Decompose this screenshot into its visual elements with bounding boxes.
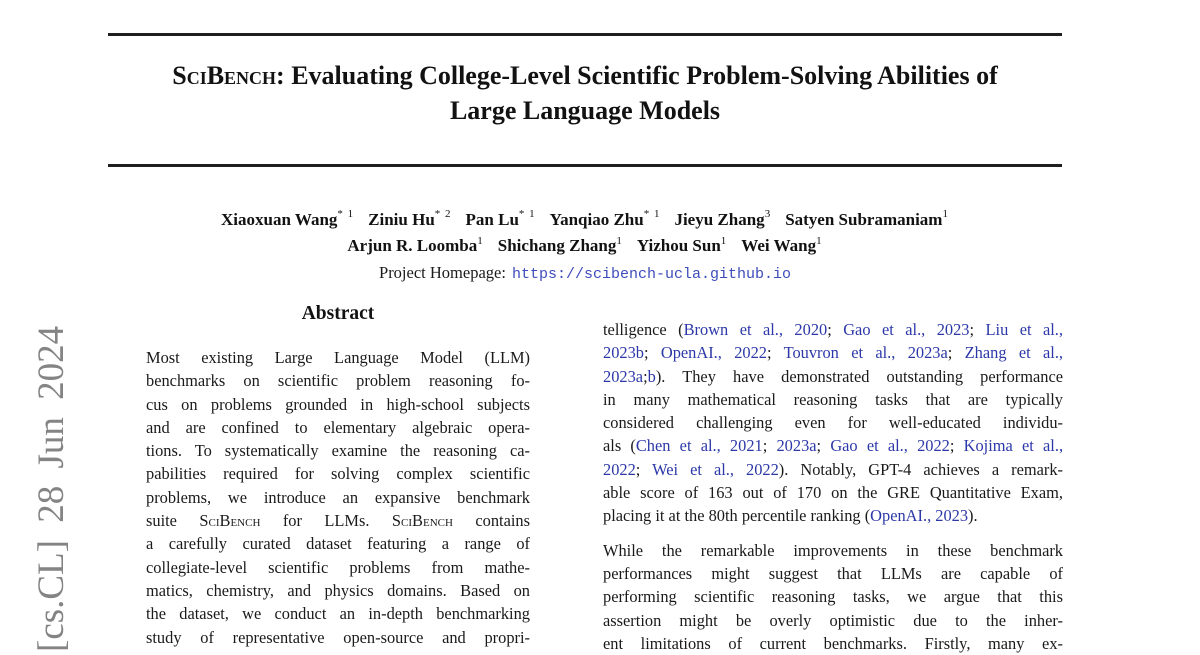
body-line bbox=[603, 458, 1063, 481]
text-run: ent limitations of current benchmarks. Firstly, many ex- bbox=[603, 633, 1063, 653]
body-line bbox=[603, 632, 1063, 655]
text-run: able score of 163 out of 170 on the GRE Quantitative Exam, bbox=[603, 483, 1063, 503]
text-run: ; bbox=[827, 320, 844, 339]
text-run: collegiate-level scientific problems from mathe- bbox=[146, 557, 530, 577]
text-run: and are confined to elementary algebraic opera- bbox=[146, 417, 530, 437]
author-name: Xiaoxuan Wang$^{* 1}$ bbox=[221, 208, 355, 229]
text-run: tions. To systematically examine the reasoning ca- bbox=[146, 441, 530, 461]
body-line bbox=[603, 504, 1063, 527]
text-run: : Evaluating College-Level Scientific Problem-Solving Abilities of bbox=[276, 61, 998, 90]
text-run: problems, we introduce an expansive benchmark bbox=[146, 487, 530, 507]
project-homepage-line bbox=[108, 263, 1062, 283]
title-rule-bottom bbox=[108, 164, 1062, 167]
intro-paragraph bbox=[603, 539, 1063, 655]
text-run: suite bbox=[146, 511, 200, 531]
text-run: While the remarkable improvements in these benchmark bbox=[603, 540, 1063, 560]
text-run: ; bbox=[643, 343, 661, 363]
author-block bbox=[108, 204, 1062, 257]
author-name: Wei Wang$^1$ bbox=[741, 234, 823, 256]
body-line bbox=[603, 434, 1063, 457]
author-affiliation-sup: * 1 bbox=[518, 208, 536, 220]
text-run: assertion might be overly optimistic due to the inher- bbox=[603, 610, 1063, 630]
citation-link[interactable]: OpenAI., 2023 bbox=[870, 506, 969, 526]
body-line bbox=[603, 585, 1063, 608]
citation-link[interactable]: Gao et al., 2023 bbox=[843, 320, 970, 339]
citation-link[interactable]: 2023b bbox=[603, 343, 644, 363]
title-rule-top bbox=[108, 33, 1062, 36]
abstract-line bbox=[146, 626, 530, 649]
arxiv-watermark: [cs.CL] 28 Jun 2024 bbox=[31, 325, 72, 652]
text-run: cus on problems grounded in high-school subjects bbox=[146, 394, 530, 414]
author-name: Satyen Subramaniam$^1$ bbox=[785, 208, 949, 229]
abstract-line bbox=[146, 532, 530, 555]
text-run: pabilities required for solving complex scientific bbox=[146, 464, 530, 484]
body-line bbox=[603, 562, 1063, 585]
text-run: ; bbox=[969, 320, 986, 339]
citation-link[interactable]: 2022 bbox=[603, 459, 636, 479]
citation-link[interactable]: OpenAI., 2022 bbox=[660, 343, 767, 363]
abstract-line bbox=[146, 439, 530, 462]
abstract-line bbox=[146, 346, 530, 369]
abstract-line bbox=[146, 462, 530, 485]
text-run: Most existing Large Language Model (LLM) bbox=[146, 348, 530, 367]
author-affiliation-sup: 3 bbox=[764, 208, 772, 220]
text-run: ; bbox=[643, 366, 648, 386]
author-name: Arjun R. Loomba$^1$ bbox=[347, 234, 484, 256]
citation-link[interactable]: Wei et al., 2022 bbox=[652, 459, 779, 479]
text-run: in many mathematical reasoning tasks that are typically bbox=[603, 389, 1063, 409]
author-row-1 bbox=[108, 204, 1062, 231]
citation-link[interactable]: Liu et al., bbox=[985, 320, 1064, 339]
author-affiliation-sup: 1 bbox=[616, 234, 623, 247]
author-name: Yanqiao Zhu$^{* 1}$ bbox=[549, 208, 661, 229]
smallcaps-text: SciBench bbox=[391, 511, 453, 531]
abstract-line bbox=[146, 393, 530, 416]
citation-link[interactable]: Kojima et al., bbox=[963, 436, 1064, 456]
abstract-body bbox=[146, 346, 530, 649]
abstract-line bbox=[146, 486, 530, 509]
smallcaps-text: SciBench bbox=[172, 61, 277, 90]
text-run: study of representative open-source and propri- bbox=[146, 627, 530, 647]
citation-link[interactable]: 2023a bbox=[603, 366, 644, 386]
text-run: ; bbox=[816, 436, 831, 456]
citation-link[interactable]: Brown et al., 2020 bbox=[683, 320, 828, 339]
text-run: Large Language Models bbox=[449, 96, 721, 125]
text-run: ; bbox=[949, 436, 964, 456]
abstract-line bbox=[146, 416, 530, 439]
body-line bbox=[603, 388, 1063, 411]
citation-link[interactable]: Zhang et al., bbox=[964, 343, 1064, 363]
text-run: ). They have demonstrated outstanding performance bbox=[655, 366, 1063, 386]
text-run: ; bbox=[766, 343, 784, 363]
author-affiliation-sup: 1 bbox=[477, 234, 484, 247]
intro-paragraph bbox=[603, 318, 1063, 528]
smallcaps-text: SciBench bbox=[199, 511, 261, 531]
abstract-heading: Abstract bbox=[301, 303, 375, 324]
author-affiliation-sup: 1 bbox=[816, 234, 823, 247]
text-run: performances might suggest that LLMs are capable of bbox=[603, 563, 1063, 583]
abstract-line bbox=[146, 369, 530, 392]
paper-title bbox=[108, 58, 1062, 128]
body-line bbox=[603, 609, 1063, 632]
abstract-line bbox=[146, 602, 530, 625]
body-line bbox=[603, 411, 1063, 434]
text-run: placing it at the 80th percentile ranking ( bbox=[603, 506, 871, 526]
author-row-2 bbox=[108, 231, 1062, 258]
citation-link[interactable]: Touvron et al., 2023a bbox=[783, 343, 948, 363]
homepage-url-link[interactable]: https://scibench-ucla.github.io bbox=[511, 266, 791, 283]
author-affiliation-sup: * 1 bbox=[337, 208, 355, 220]
text-run: matics, chemistry, and physics domains. Based on bbox=[146, 580, 530, 600]
author-name: Ziniu Hu$^{* 2}$ bbox=[368, 208, 452, 229]
text-run: performing scientific reasoning tasks, we argue that this bbox=[603, 587, 1063, 607]
text-run: for LLMs. bbox=[260, 511, 392, 531]
citation-link[interactable]: 2023a bbox=[776, 436, 817, 456]
abstract-column bbox=[146, 302, 530, 649]
text-run: ; bbox=[762, 436, 777, 456]
text-run: benchmarks on scientific problem reasoning fo- bbox=[146, 371, 530, 391]
text-run: telligence ( bbox=[603, 320, 684, 339]
text-run: ). bbox=[968, 506, 978, 526]
text-run: a carefully curated dataset featuring a range of bbox=[146, 534, 530, 554]
abstract-line bbox=[146, 556, 530, 579]
body-line bbox=[603, 341, 1063, 364]
author-name: Yizhou Sun$^1$ bbox=[636, 234, 728, 256]
author-affiliation-sup: 1 bbox=[942, 208, 949, 220]
text-run: als ( bbox=[603, 436, 636, 456]
body-line bbox=[603, 365, 1063, 388]
paper-title-line bbox=[108, 58, 1062, 93]
body-line bbox=[603, 481, 1063, 504]
text-run: ; bbox=[635, 459, 653, 479]
author-affiliation-sup: * 2 bbox=[434, 208, 452, 220]
paper-title-line bbox=[108, 93, 1062, 128]
citation-link[interactable]: b bbox=[647, 366, 656, 386]
abstract-line bbox=[146, 509, 530, 532]
author-name: Shichang Zhang$^1$ bbox=[497, 234, 623, 256]
text-run: contains bbox=[452, 511, 530, 531]
text-run: ; bbox=[947, 343, 965, 363]
author-name: Jieyu Zhang$^3$ bbox=[674, 208, 772, 229]
author-name: Pan Lu$^{* 1}$ bbox=[465, 208, 536, 229]
text-run: the dataset, we conduct an in-depth benchmarking bbox=[146, 604, 530, 624]
author-affiliation-sup: * 1 bbox=[643, 208, 661, 220]
body-line bbox=[603, 318, 1063, 341]
homepage-label: Project Homepage: bbox=[379, 263, 506, 282]
citation-link[interactable]: Gao et al., 2022 bbox=[830, 436, 950, 456]
introduction-column bbox=[603, 318, 1063, 655]
text-run: considered challenging even for well-educated individu- bbox=[603, 413, 1063, 433]
abstract-line bbox=[146, 579, 530, 602]
citation-link[interactable]: Chen et al., 2021 bbox=[635, 436, 763, 456]
body-line bbox=[603, 539, 1063, 562]
text-run: ). Notably, GPT-4 achieves a remark- bbox=[778, 459, 1064, 479]
author-affiliation-sup: 1 bbox=[720, 234, 728, 247]
